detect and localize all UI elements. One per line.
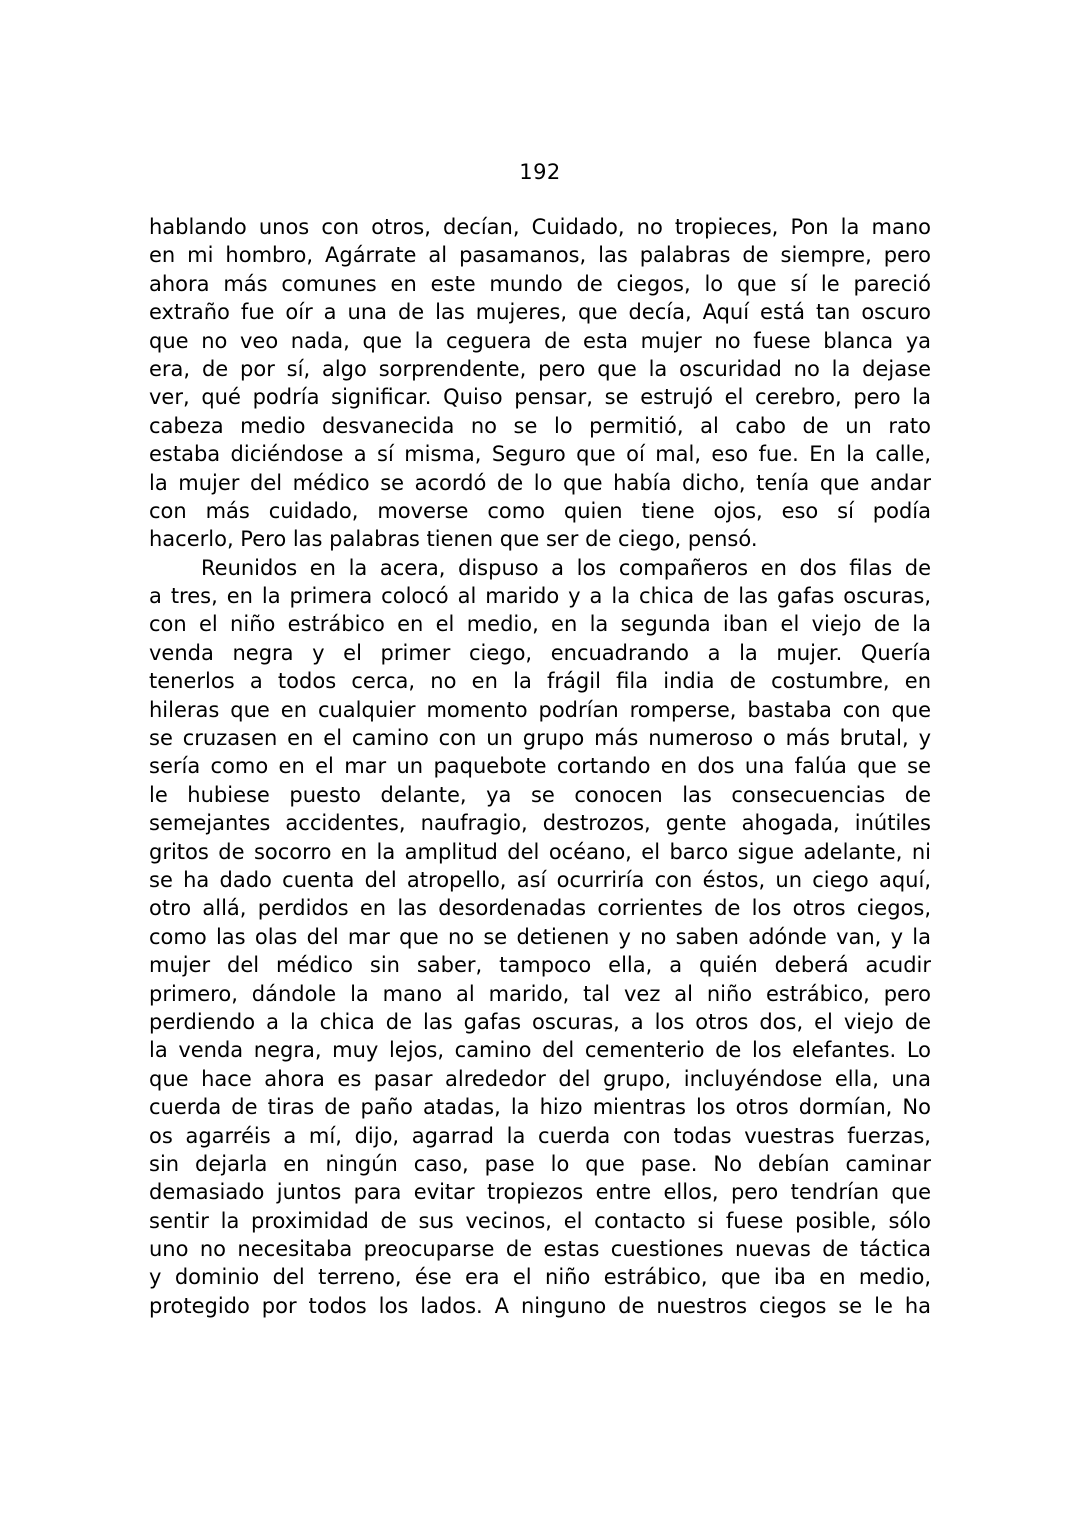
text-line: ver, qué podría significar. Quiso pensar, se estrujó el cerebro, pero la: [149, 385, 931, 410]
text-line: venda negra y el primer ciego, encuadrando a la mujer. Quería: [149, 640, 931, 665]
text-line: como las olas del mar que no se detienen y no saben adónde van, y la: [149, 924, 931, 949]
text-line: sería como en el mar un paquebote cortando en dos una falúa que se: [149, 754, 931, 779]
text-line: cabeza medio desvanecida no se lo permitió, al cabo de un rato: [149, 413, 931, 438]
text-line: y dominio del terreno, ése era el niño estrábico, que iba en medio,: [149, 1265, 931, 1290]
text-line: le hubiese puesto delante, ya se conocen las consecuencias de: [149, 782, 931, 807]
page-number: 192: [519, 160, 561, 184]
text-line: estaba diciéndose a sí misma, Seguro que oí mal, eso fue. En la calle,: [149, 442, 931, 467]
text-line: ahora más comunes en este mundo de ciegos, lo que sí le pareció: [149, 271, 931, 296]
text-line: hacerlo, Pero las palabras tienen que ser de ciego, pensó.: [149, 527, 758, 552]
text-line: Reunidos en la acera, dispuso a los compañeros en dos filas de: [201, 555, 931, 580]
text-line: en mi hombro, Agárrate al pasamanos, las palabras de siempre, pero: [149, 243, 931, 268]
text-line: mujer del médico sin saber, tampoco ella, a quién deberá acudir: [149, 953, 931, 978]
text-line: que no veo nada, que la ceguera de esta mujer no fuese blanca ya: [149, 328, 931, 353]
text-line: protegido por todos los lados. A ninguno de nuestros ciegos se le ha: [149, 1293, 931, 1318]
text-line: se cruzasen en el camino con un grupo más numeroso o más brutal, y: [149, 726, 931, 751]
text-line: con el niño estrábico en el medio, en la segunda iban el viejo de la: [149, 612, 931, 637]
text-line: uno no necesitaba preocuparse de estas cuestiones nuevas de táctica: [149, 1237, 931, 1262]
body-text: [149, 213, 931, 1320]
text-line: la venda negra, muy lejos, camino del cementerio de los elefantes. Lo: [149, 1038, 931, 1063]
text-line: gritos de socorro en la amplitud del océano, el barco sigue adelante, ni: [149, 839, 931, 864]
text-line: con más cuidado, moverse como quien tiene ojos, eso sí podía: [149, 498, 931, 523]
text-line: hablando unos con otros, decían, Cuidado, no tropieces, Pon la mano: [149, 215, 931, 239]
text-line: extraño fue oír a una de las mujeres, que decía, Aquí está tan oscuro: [149, 300, 931, 325]
text-line: tenerlos a todos cerca, no en la frágil fila india de costumbre, en: [149, 669, 931, 694]
text-line: hileras que en cualquier momento podrían romperse, bastaba con que: [149, 697, 931, 722]
text-line: os agarréis a mí, dijo, agarrad la cuerda con todas vuestras fuerzas,: [149, 1123, 931, 1148]
text-line: se ha dado cuenta del atropello, así ocurriría con éstos, un ciego aquí,: [149, 867, 931, 892]
text-line: que hace ahora es pasar alrededor del grupo, incluyéndose ella, una: [149, 1066, 931, 1091]
paragraph-1: [149, 213, 931, 554]
paragraph-2: [149, 554, 931, 1321]
text-line: cuerda de tiras de paño atadas, la hizo mientras los otros dormían, No: [149, 1095, 931, 1120]
text-line: era, de por sí, algo sorprendente, pero que la oscuridad no la dejase: [149, 356, 931, 381]
text-line: otro allá, perdidos en las desordenadas corrientes de los otros ciegos,: [149, 896, 931, 921]
text-line: a tres, en la primera colocó al marido y a la chica de las gafas oscuras,: [149, 584, 931, 609]
text-line: demasiado juntos para evitar tropiezos entre ellos, pero tendrían que: [149, 1180, 931, 1205]
text-line: primero, dándole la mano al marido, tal vez al niño estrábico, pero: [149, 981, 931, 1006]
text-line: perdiendo a la chica de las gafas oscuras, a los otros dos, el viejo de: [149, 1009, 931, 1034]
text-line: la mujer del médico se acordó de lo que había dicho, tenía que andar: [149, 470, 931, 495]
text-line: sin dejarla en ningún caso, pase lo que pase. No debían caminar: [149, 1151, 931, 1176]
text-line: semejantes accidentes, naufragio, destrozos, gente ahogada, inútiles: [149, 811, 931, 836]
text-line: sentir la proximidad de sus vecinos, el contacto si fuese posible, sólo: [149, 1208, 931, 1233]
